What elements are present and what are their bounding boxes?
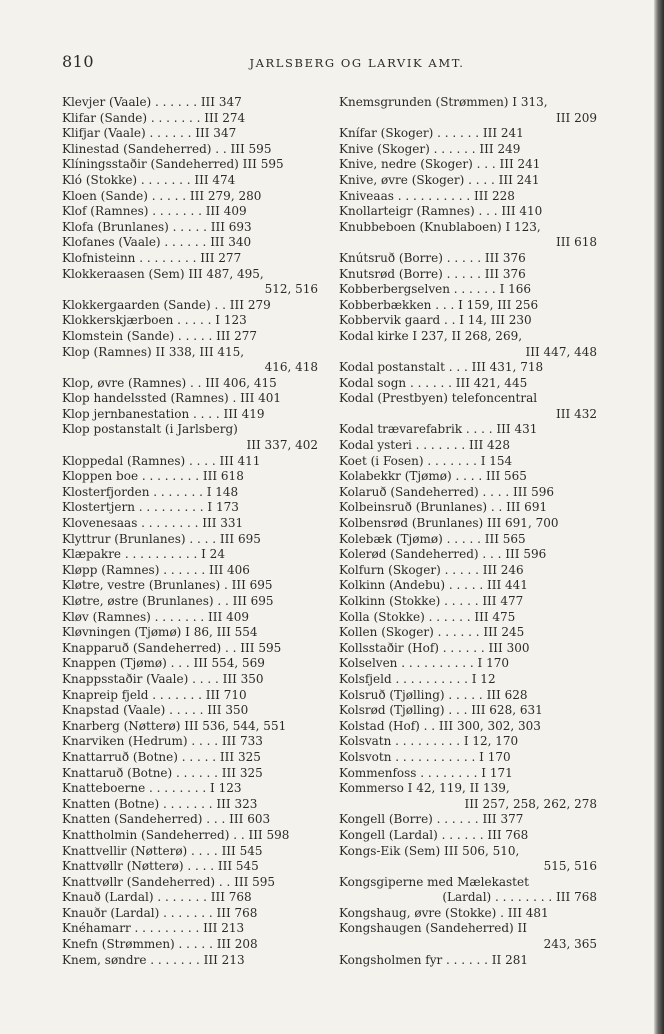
index-entry-text: Kobbervik gaard . . I 14, III 230 bbox=[339, 313, 532, 328]
index-entry bbox=[62, 781, 318, 797]
index-entry-text: Klop, øvre (Ramnes) . . III 406, 415 bbox=[62, 375, 277, 390]
index-entry-text: Kloen (Sande) . . . . . III 279, 280 bbox=[62, 188, 262, 203]
index-entry bbox=[62, 345, 318, 376]
index-entry-continuation: 243, 365 bbox=[543, 937, 597, 952]
index-entry bbox=[339, 766, 597, 782]
index-entry bbox=[62, 953, 318, 969]
index-entry-text: Knatten (Botne) . . . . . . . III 323 bbox=[62, 796, 258, 811]
index-entry-text: Kodal postanstalt . . . III 431, 718 bbox=[339, 360, 544, 375]
index-entry bbox=[62, 267, 318, 298]
index-entry bbox=[339, 251, 597, 267]
index-entry-text: Klokkergaarden (Sande) . . III 279 bbox=[62, 297, 271, 312]
index-entry bbox=[339, 220, 597, 251]
index-entry bbox=[62, 469, 318, 485]
index-entry bbox=[62, 313, 318, 329]
index-entry bbox=[62, 485, 318, 501]
index-entry bbox=[62, 189, 318, 205]
index-entry bbox=[62, 111, 318, 127]
index-entry-text: Kolaruð (Sandeherred) . . . . III 596 bbox=[339, 484, 554, 499]
index-entry bbox=[62, 688, 318, 704]
index-entry bbox=[339, 454, 597, 470]
index-entry-text: Knarberg (Nøtterø) III 536, 544, 551 bbox=[62, 718, 287, 733]
index-entry-text: Knappsstaðir (Vaale) . . . . III 350 bbox=[62, 671, 264, 686]
index-entry-text: Knem, søndre . . . . . . . III 213 bbox=[62, 952, 245, 967]
index-entry bbox=[62, 532, 318, 548]
index-entry-text: Kolselven . . . . . . . . . . I 170 bbox=[339, 656, 509, 671]
index-entry-text: Kloppen boe . . . . . . . . III 618 bbox=[62, 469, 244, 484]
index-entry bbox=[339, 329, 597, 360]
index-entry-text: Kolsvatn . . . . . . . . . I 12, 170 bbox=[339, 734, 519, 749]
page-number: 810 bbox=[62, 52, 95, 71]
index-entry bbox=[62, 844, 318, 860]
index-entry-text: Kongsholmen fyr . . . . . . II 281 bbox=[339, 952, 528, 967]
index-entry-text: Kongell (Borre) . . . . . . III 377 bbox=[339, 812, 524, 827]
index-entry bbox=[62, 594, 318, 610]
index-entry bbox=[339, 376, 597, 392]
index-entry bbox=[62, 750, 318, 766]
index-entry bbox=[62, 921, 318, 937]
index-entry bbox=[62, 329, 318, 345]
index-entry bbox=[339, 625, 597, 641]
index-entry bbox=[339, 516, 597, 532]
index-entry bbox=[62, 610, 318, 626]
index-entry-text: Knífar (Skoger) . . . . . . III 241 bbox=[339, 126, 524, 141]
index-entry bbox=[62, 563, 318, 579]
index-entry bbox=[62, 672, 318, 688]
index-entry-text: Klofa (Brunlanes) . . . . . III 693 bbox=[62, 219, 252, 234]
index-entry bbox=[62, 812, 318, 828]
index-entry-text: Kolbensrød (Brunlanes) III 691, 700 bbox=[339, 516, 559, 531]
index-entry-text: Kolstad (Hof) . . III 300, 302, 303 bbox=[339, 718, 541, 733]
index-entry bbox=[62, 734, 318, 750]
index-entry-text: Knattvøllr (Nøtterø) . . . . III 545 bbox=[62, 859, 259, 874]
index-entry bbox=[339, 267, 597, 283]
index-entry-text: Kodal trævarefabrik . . . . III 431 bbox=[339, 422, 538, 437]
index-entry-continuation: 515, 516 bbox=[543, 859, 597, 874]
index-entry-text: Kolsvotn . . . . . . . . . . . I 170 bbox=[339, 749, 511, 764]
index-entry bbox=[62, 937, 318, 953]
index-entry-text: Kollsstaðir (Hof) . . . . . . III 300 bbox=[339, 640, 530, 655]
index-column-right bbox=[339, 95, 597, 968]
index-entry-text: Klostertjern . . . . . . . . . I 173 bbox=[62, 500, 239, 515]
page-edge-shadow bbox=[654, 0, 664, 1034]
index-entry bbox=[339, 126, 597, 142]
index-entry-text: Knutsrød (Borre) . . . . . III 376 bbox=[339, 266, 526, 281]
index-entry bbox=[339, 844, 597, 875]
index-entry bbox=[62, 906, 318, 922]
index-entry-text: Kommenfoss . . . . . . . . I 171 bbox=[339, 765, 513, 780]
index-entry bbox=[62, 157, 318, 173]
index-entry-text: Knollarteigr (Ramnes) . . . III 410 bbox=[339, 204, 543, 219]
index-entry bbox=[339, 875, 597, 906]
index-entry bbox=[62, 625, 318, 641]
index-entry bbox=[62, 298, 318, 314]
index-entry bbox=[62, 220, 318, 236]
index-entry-text: Kolsrød (Tjølling) . . . III 628, 631 bbox=[339, 703, 543, 718]
index-entry bbox=[339, 391, 597, 422]
index-entry-text: Knattarruð (Botne) . . . . . III 325 bbox=[62, 749, 261, 764]
index-entry-text: Klinestad (Sandeherred) . . III 595 bbox=[62, 141, 272, 156]
index-entry bbox=[62, 516, 318, 532]
index-entry-text: Kolsfjeld . . . . . . . . . . I 12 bbox=[339, 671, 496, 686]
index-entry-text: Klyttrur (Brunlanes) . . . . III 695 bbox=[62, 531, 261, 546]
index-entry bbox=[339, 828, 597, 844]
index-entry-text: Knive (Skoger) . . . . . . III 249 bbox=[339, 141, 521, 156]
index-entry bbox=[62, 656, 318, 672]
index-entry-text: Klovenesaas . . . . . . . . III 331 bbox=[62, 516, 244, 531]
index-entry-text: Knefn (Strømmen) . . . . . III 208 bbox=[62, 937, 258, 952]
index-entry-text: Kløtre, vestre (Brunlanes) . III 695 bbox=[62, 578, 273, 593]
index-entry-text: Kolebæk (Tjømø) . . . . . III 565 bbox=[339, 531, 526, 546]
index-entry-text: Kongshaug, øvre (Stokke) . III 481 bbox=[339, 905, 549, 920]
index-entry-text: Kodal (Prestbyen) telefoncentral bbox=[339, 391, 538, 406]
index-entry bbox=[339, 204, 597, 220]
index-entry-text: Kongsgiperne med Mælekastet bbox=[339, 874, 529, 889]
index-entry bbox=[339, 438, 597, 454]
index-entry-text: Knive, nedre (Skoger) . . . III 241 bbox=[339, 157, 541, 172]
index-entry bbox=[339, 189, 597, 205]
index-column-left bbox=[62, 95, 318, 968]
index-entry bbox=[339, 750, 597, 766]
index-entry-continuation: (Lardal) . . . . . . . . III 768 bbox=[442, 890, 597, 905]
index-entry-text: Koet (i Fosen) . . . . . . . I 154 bbox=[339, 453, 513, 468]
index-entry-text: Knive, øvre (Skoger) . . . . III 241 bbox=[339, 172, 540, 187]
index-entry-text: Klevjer (Vaale) . . . . . . III 347 bbox=[62, 95, 242, 109]
index-entry-text: Kolsruð (Tjølling) . . . . . III 628 bbox=[339, 687, 528, 702]
index-entry bbox=[62, 875, 318, 891]
index-entry-text: Knarviken (Hedrum) . . . . III 733 bbox=[62, 734, 263, 749]
index-entry bbox=[339, 95, 597, 126]
index-entry bbox=[62, 547, 318, 563]
index-entry-continuation: III 618 bbox=[556, 235, 597, 250]
index-entry-text: Knapparuð (Sandeherred) . . III 595 bbox=[62, 640, 282, 655]
index-entry bbox=[339, 298, 597, 314]
index-entry bbox=[339, 485, 597, 501]
index-entry-text: Knapstad (Vaale) . . . . . III 350 bbox=[62, 703, 249, 718]
index-entry bbox=[339, 781, 597, 812]
index-entry bbox=[62, 766, 318, 782]
index-entry bbox=[62, 142, 318, 158]
index-entry-continuation: III 432 bbox=[556, 406, 597, 421]
index-entry bbox=[62, 251, 318, 267]
index-entry bbox=[62, 422, 318, 453]
index-entry bbox=[339, 703, 597, 719]
index-entry-text: Kommerso I 42, 119, II 139, bbox=[339, 781, 510, 796]
index-entry-text: Kolkinn (Stokke) . . . . . III 477 bbox=[339, 594, 524, 608]
index-entry bbox=[339, 672, 597, 688]
index-entry-text: Knappen (Tjømø) . . . III 554, 569 bbox=[62, 656, 265, 671]
index-entry bbox=[339, 282, 597, 298]
index-entry-text: Klop handelssted (Ramnes) . III 401 bbox=[62, 391, 282, 406]
index-entry bbox=[339, 422, 597, 438]
index-entry-text: Knattvøllr (Sandeherred) . . III 595 bbox=[62, 874, 276, 889]
index-entry bbox=[339, 157, 597, 173]
index-entry-text: Klíningsstaðir (Sandeherred) III 595 bbox=[62, 157, 284, 172]
index-entry bbox=[62, 500, 318, 516]
index-entry bbox=[339, 313, 597, 329]
index-entry-text: Knapreip fjeld . . . . . . . III 710 bbox=[62, 687, 247, 702]
index-entry bbox=[62, 454, 318, 470]
index-entry-text: Kløpp (Ramnes) . . . . . . III 406 bbox=[62, 562, 250, 577]
index-entry bbox=[339, 173, 597, 189]
index-entry bbox=[339, 953, 597, 969]
index-entry-text: Knattholmin (Sandeherred) . . III 598 bbox=[62, 827, 290, 842]
running-title: JARLSBERG OG LARVIK AMT. bbox=[249, 56, 465, 70]
index-entry-text: Klofanes (Vaale) . . . . . . III 340 bbox=[62, 235, 252, 250]
index-entry-text: Kobberbergselven . . . . . . I 166 bbox=[339, 282, 532, 297]
index-entry bbox=[339, 578, 597, 594]
index-entry bbox=[339, 547, 597, 563]
index-entry-text: Klomstein (Sande) . . . . . III 277 bbox=[62, 328, 258, 343]
index-entry-text: Kløvningen (Tjømø) I 86, III 554 bbox=[62, 625, 258, 640]
index-entry-text: Kollen (Skoger) . . . . . . III 245 bbox=[339, 625, 525, 640]
index-entry bbox=[62, 204, 318, 220]
index-entry-text: Knattvellir (Nøtterø) . . . . III 545 bbox=[62, 843, 263, 858]
index-entry bbox=[62, 235, 318, 251]
index-entry-text: Kló (Stokke) . . . . . . . III 474 bbox=[62, 172, 236, 187]
index-entry-text: Kodal kirke I 237, II 268, 269, bbox=[339, 328, 523, 343]
index-entry bbox=[339, 719, 597, 735]
index-entry bbox=[62, 407, 318, 423]
index-entry bbox=[339, 656, 597, 672]
index-entry-text: Klop jernbanestation . . . . III 419 bbox=[62, 406, 265, 421]
index-entry-text: Kongell (Lardal) . . . . . . III 768 bbox=[339, 827, 529, 842]
index-entry-text: Kolabekkr (Tjømø) . . . . III 565 bbox=[339, 469, 527, 484]
index-entry bbox=[62, 890, 318, 906]
index-entry bbox=[339, 360, 597, 376]
index-entry-text: Klæpakre . . . . . . . . . . I 24 bbox=[62, 547, 225, 562]
index-entry bbox=[62, 797, 318, 813]
index-entry-text: Kolfurn (Skoger) . . . . . III 246 bbox=[339, 562, 524, 577]
index-entry bbox=[339, 641, 597, 657]
index-entry bbox=[339, 532, 597, 548]
index-entry-text: Klokkerskjærboen . . . . . I 123 bbox=[62, 313, 247, 328]
index-entry-text: Klofnisteinn . . . . . . . . III 277 bbox=[62, 250, 242, 265]
index-entry bbox=[339, 500, 597, 516]
index-entry-continuation: III 337, 402 bbox=[246, 438, 318, 453]
index-entry bbox=[62, 126, 318, 142]
index-entry-text: Kodal ysteri . . . . . . . III 428 bbox=[339, 438, 510, 453]
index-entry-text: Klifar (Sande) . . . . . . . III 274 bbox=[62, 110, 246, 125]
index-entry-continuation: III 257, 258, 262, 278 bbox=[464, 796, 597, 811]
index-entry bbox=[62, 703, 318, 719]
page-header bbox=[62, 52, 622, 74]
index-entry-text: Knauðr (Lardal) . . . . . . . III 768 bbox=[62, 905, 258, 920]
index-entry-text: Kløv (Ramnes) . . . . . . . III 409 bbox=[62, 609, 249, 624]
index-entry-text: Knattaruð (Botne) . . . . . . III 325 bbox=[62, 765, 263, 780]
index-entry-text: Klof (Ramnes) . . . . . . . III 409 bbox=[62, 204, 247, 219]
index-entry-text: Klop (Ramnes) II 338, III 415, bbox=[62, 344, 245, 359]
index-entry-continuation: III 209 bbox=[556, 110, 597, 125]
index-entry-text: Knatten (Sandeherred) . . . III 603 bbox=[62, 812, 271, 827]
index-entry-text: Kongshaugen (Sandeherred) II bbox=[339, 921, 528, 936]
index-entry bbox=[62, 641, 318, 657]
index-entry-text: Knauð (Lardal) . . . . . . . III 768 bbox=[62, 890, 252, 905]
index-entry bbox=[62, 173, 318, 189]
index-entry-text: Klokkeraasen (Sem) III 487, 495, bbox=[62, 266, 264, 281]
index-entry-text: Kolkinn (Andebu) . . . . . III 441 bbox=[339, 578, 528, 593]
index-entry-text: Kolla (Stokke) . . . . . . III 475 bbox=[339, 609, 516, 624]
index-entry bbox=[62, 719, 318, 735]
index-entry bbox=[339, 469, 597, 485]
index-entry bbox=[339, 594, 597, 610]
index-entry-continuation: 512, 516 bbox=[264, 282, 318, 297]
index-entry-continuation: III 447, 448 bbox=[525, 344, 597, 359]
index-entry-text: Kloppedal (Ramnes) . . . . III 411 bbox=[62, 453, 261, 468]
index-entry-text: Klop postanstalt (i Jarlsberg) bbox=[62, 422, 238, 437]
index-entry bbox=[62, 828, 318, 844]
index-entry bbox=[62, 376, 318, 392]
index-entry-text: Kløtre, østre (Brunlanes) . . III 695 bbox=[62, 594, 274, 608]
index-entry bbox=[62, 391, 318, 407]
index-entry-text: Kobberbækken . . . I 159, III 256 bbox=[339, 297, 539, 312]
index-entry bbox=[339, 688, 597, 704]
index-entry-continuation: 416, 418 bbox=[264, 360, 318, 375]
index-entry bbox=[62, 95, 318, 111]
index-entry-text: Knubbeboen (Knublaboen) I 123, bbox=[339, 219, 541, 234]
index-entry-text: Kniveaas . . . . . . . . . . III 228 bbox=[339, 188, 515, 203]
index-entry bbox=[339, 142, 597, 158]
index-entry bbox=[339, 906, 597, 922]
index-entry-text: Kongs-Eik (Sem) III 506, 510, bbox=[339, 843, 520, 858]
index-entry bbox=[62, 859, 318, 875]
index-entry-text: Klosterfjorden . . . . . . . I 148 bbox=[62, 484, 239, 499]
index-entry bbox=[339, 812, 597, 828]
index-entry bbox=[339, 610, 597, 626]
index-entry bbox=[339, 563, 597, 579]
index-entry-text: Kolbeinsruð (Brunlanes) . . III 691 bbox=[339, 500, 548, 515]
index-entry bbox=[339, 734, 597, 750]
index-entry bbox=[339, 921, 597, 952]
index-entry-text: Klifjar (Vaale) . . . . . . III 347 bbox=[62, 126, 237, 141]
index-entry-text: Knútsruð (Borre) . . . . . III 376 bbox=[339, 250, 526, 265]
index-entry-text: Knemsgrunden (Strømmen) I 313, bbox=[339, 95, 548, 109]
index-entry-text: Kolerød (Sandeherred) . . . III 596 bbox=[339, 547, 547, 562]
index-entry bbox=[62, 578, 318, 594]
index-entry-text: Kodal sogn . . . . . . III 421, 445 bbox=[339, 375, 528, 390]
index-entry-text: Knatteboerne . . . . . . . . I 123 bbox=[62, 781, 242, 796]
index-entry-text: Knéhamarr . . . . . . . . . III 213 bbox=[62, 921, 245, 936]
